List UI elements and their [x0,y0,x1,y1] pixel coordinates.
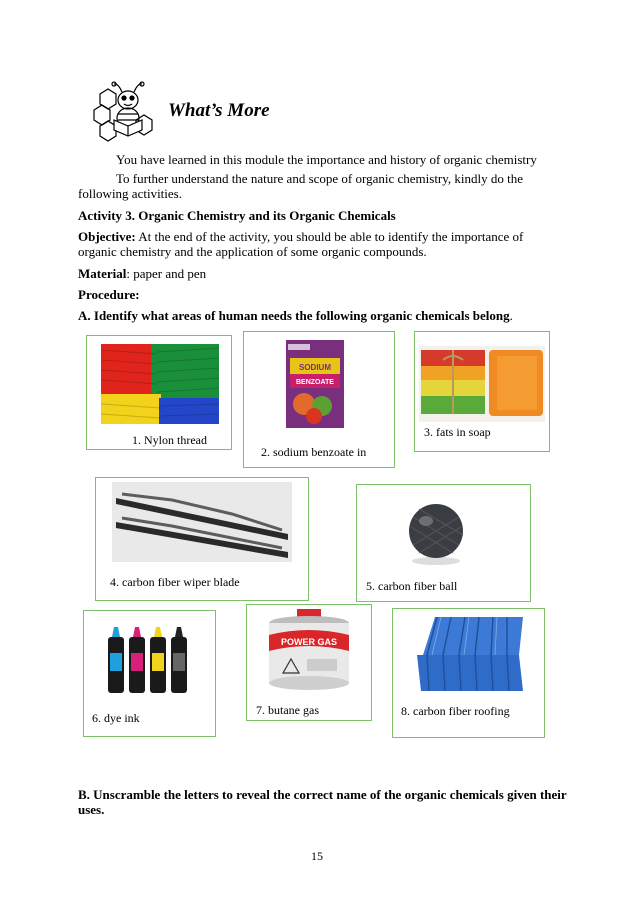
objective-line-2: organic chemistry and the application of some organic compounds. [78,244,427,259]
item-card-1 [86,335,232,450]
item-card-6 [83,610,216,737]
item-caption-6: 6. dye ink [92,711,140,725]
item-card-8 [392,608,545,738]
blue-roofing-sheets-photo [415,615,525,693]
item-card-2 [243,331,395,468]
objective-label: Objective: [78,229,136,244]
intro-line-2: To further understand the nature and scope of organic chemistry, kindly do the [116,171,524,186]
item-caption-4: 4. carbon fiber wiper blade [110,575,240,589]
part-b-line-2: uses. [78,802,105,817]
objective-text: At the end of the activity, you should be able to identify the importance of [135,229,524,244]
item-caption-7: 7. butane gas [256,703,319,717]
nylon-thread-spools-photo [101,344,219,424]
bee-reading-book-icon [88,80,168,142]
part-b-line-1: B. Unscramble the letters to reveal the correct name of the organic chemicals given their [78,787,567,802]
dye-ink-bottles-photo [106,623,192,697]
item-card-3 [414,331,550,452]
butane-gas-can-photo [259,607,359,691]
material-label: Material [78,266,127,281]
wiper-blade-photo [112,482,292,562]
sodium-benzoate-box-photo [284,338,346,430]
item-card-5 [356,484,531,602]
intro-line-3: following activities. [78,186,182,201]
material-text: : paper and pen [126,266,207,281]
page-title: What’s More [168,100,270,121]
part-a-period: . [509,308,513,323]
item-caption-3: 3. fats in soap [424,425,491,439]
box-label-2: BENZOATE [296,379,334,386]
item-card-4 [95,477,309,601]
page-number: 15 [311,849,323,863]
intro-line-1: You have learned in this module the importance and history of organic chemistry [116,152,537,167]
item-card-7 [246,604,372,721]
item-caption-5: 5. carbon fiber ball [366,579,458,593]
part-a-instruction [78,308,513,324]
can-label: POWER GAS [280,637,338,647]
soap-bars-photo [419,346,545,422]
material-line [78,266,206,282]
item-caption-8: 8. carbon fiber roofing [401,704,510,718]
item-caption-1: 1. Nylon thread [132,433,207,447]
activity-title: Activity 3. Organic Chemistry and its Organic Chemicals [78,208,396,223]
part-a-text: A. Identify what areas of human needs the following organic chemicals belong [78,308,510,323]
carbon-fiber-ball-photo [399,497,473,569]
objective-line-1 [78,229,523,245]
procedure-label: Procedure: [78,287,140,302]
box-label-1: SODIUM [299,363,331,372]
item-caption-2: 2. sodium benzoate in [261,445,367,459]
